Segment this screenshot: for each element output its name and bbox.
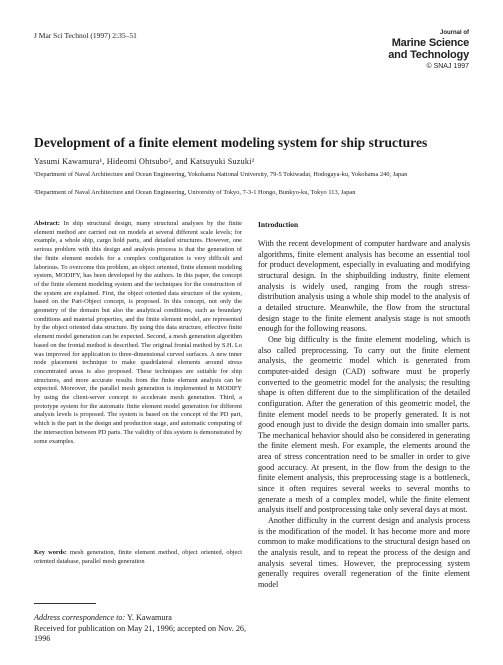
abstract-text: In ship structural design, many structural analyses by the finite element method are carried out on models at several different scale levels; for example, a whole ship, cargo hold parts, and detailed structures. However, one serious problem with this design and analysis process is that the generation of the finite element models for a complex configuration is very difficult and laborious. To overcome this problem, an object oriented, finite element modeling system, MODIFY, has been developed by the authors. In this paper, the concept of the finite element modeling system and the techniques for the construction of the system are explained. First, the object oriented data structure of the system, based on the Part-Object concept, is proposed. In this concept, not only the geometry of the domain but also the analytical conditions, such as boundary conditions and material properties, and the finite element model, are represented by the object oriented data structure. By using this data structure, effective finite element model generation can be expected. Second, a mesh generation algorithm based on the frontal method is described. The original frontal method by S.H. Lo was improved for application to three-dimensional curved surfaces. A new inner node placement technique to make quadrilateral elements around stress concentrated areas is also proposed. These techniques are suitable for ship structures, and more accurate results from the finite element analysis can be expected. Moreover, the parallel mesh generation is implemented in MODIFY by using the client-server concept to accelerate mesh generation. Third, a prototype system for the automatic finite element model generation for different analysis levels is proposed. The system is based on the concept of the PD part, which is the part in the design and production stage, and automatic computing of the intersection between PD parts. The validity of this system is demonstrated by some examples.: [34, 220, 242, 445]
keywords-label: Key words:: [34, 549, 67, 556]
keywords: [34, 549, 242, 566]
keywords-text: mesh generation, finite element method, object oriented, object oriented database, parallel mesh generation: [34, 549, 242, 565]
journal-reference: J Mar Sci Technol (1997) 2:35–51: [34, 31, 137, 40]
abstract-label: Abstract:: [34, 220, 60, 227]
journal-brand: [388, 30, 469, 72]
footnote-divider: [34, 603, 96, 604]
correspondence-note: [34, 613, 249, 645]
received-dates: Received for publication on May 21, 1996; accepted on Nov. 26, 1996: [34, 623, 247, 644]
correspondence-label: Address correspondence to:: [34, 613, 126, 622]
introduction-heading: Introduction: [258, 220, 299, 229]
paper-title: Development of a finite element modeling system for ship structures: [34, 135, 428, 150]
introduction-body: [258, 239, 470, 591]
affiliation-1: ¹Department of Naval Architecture and Ocean Engineering, Yokohama National University, 79-5 Tokiwadai, Hodogaya-ku, Yokohama 240, Japan: [34, 171, 408, 178]
abstract: [34, 220, 242, 446]
introduction-paragraph: One big difficulty is the finite element modeling, which is also called preprocessing. To carry out the finite element analysis, the geometric model which is generated from computer-aided design (CAD) software must be properly converted to the geometric model for the analysis; the resulting shape is often different due to the simplification of the detailed configuration. After the generation of this geometric model, the finite element model needs to be properly generated. It is not good enough just to divide the design domain into smaller parts. The mechanical behavior should also be considered in generating the finite element mesh. For example, the elements around the area of stress concentration need to be smaller in order to give good accuracy. At present, in the flow from the design to the finite element analysis, this preprocessing stage is a bottleneck, since it often requires several weeks to several months to generate a mesh of a complex model, while the finite element analysis itself and postprocessing take only several days at most.: [258, 334, 470, 515]
affiliation-2: ²Department of Naval Architecture and Ocean Engineering, University of Tokyo, 7-3-1 Hongo, Bunkyo-ku, Tokyo 113, Japan: [34, 189, 356, 196]
journal-brand-line1: Journal of: [439, 30, 469, 36]
correspondence-name: Y. Kawamura: [127, 613, 172, 622]
journal-brand-line2: Marine Science: [391, 37, 469, 49]
journal-brand-line3: and Technology: [388, 49, 469, 61]
paper-authors: Yasumi Kawamura¹, Hideomi Ohtsubo², and Katsuyuki Suzuki²: [34, 157, 255, 166]
journal-copyright: © SNAJ 1997: [426, 63, 469, 70]
introduction-paragraph: Another difficulty in the current design and analysis process is the modification of the model. It has become more and more common to make modifications to the structural design based on the analysis result, and to repeat the process of the design and analysis several times. However, the preprocessing system generally requires overall regeneration of the finite element model: [258, 516, 470, 589]
introduction-paragraph: With the recent development of computer hardware and analysis algorithms, finite element analysis has become an essential tool for product development, especially in evaluating and modifying structural design. In the shipbuilding industry, finite element analysis is widely used, ranging from the rough stress-distribution analysis using a whole ship model to the analysis of a detailed structure. Meanwhile, the flow from the structural design stage to the finite element analysis stage is not smooth enough for the following reasons.: [258, 239, 470, 334]
